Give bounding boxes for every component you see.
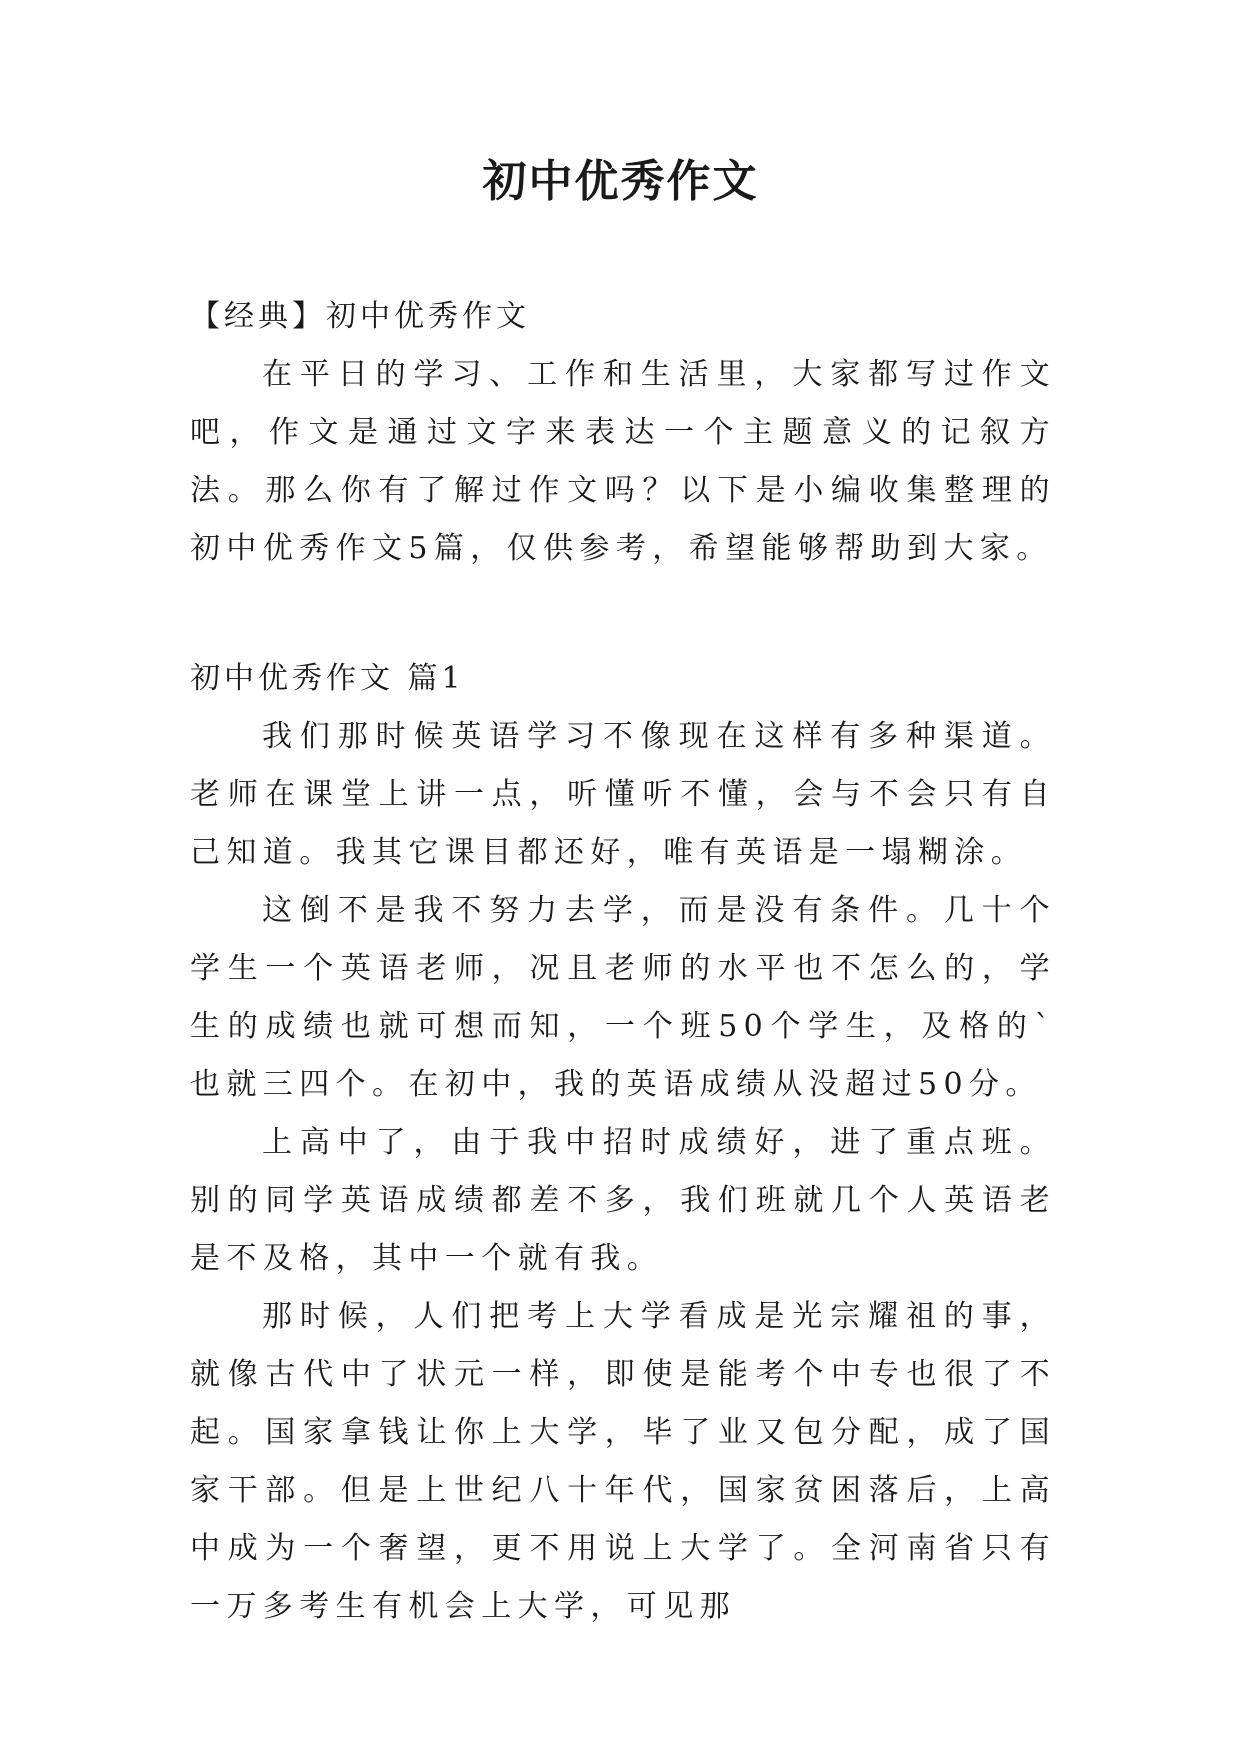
- body-paragraph-1: 我们那时候英语学习不像现在这样有多种渠道。老师在课堂上讲一点，听懂听不懂，会与不会只有自己知道。我其它课目都还好，唯有英语是一塌糊涂。: [190, 719, 1056, 870]
- body-paragraph-3: 上高中了，由于我中招时成绩好，进了重点班。别的同学英语成绩都差不多，我们班就几个人英语老是不及格，其中一个就有我。: [190, 1125, 1056, 1276]
- body-paragraph-2: 这倒不是我不努力去学，而是没有条件。几十个学生一个英语老师，况且老师的水平也不怎么的，学生的成绩也就可想而知，一个班50个学生，及格的`也就三四个。在初中，我的英语成绩从没超过50分。: [190, 893, 1056, 1102]
- intro-paragraph: 在平日的学习、工作和生活里，大家都写过作文吧，作文是通过文字来表达一个主题意义的记叙方法。那么你有了解过作文吗？以下是小编收集整理的初中优秀作文5篇，仅供参考，希望能够帮助到大家。: [190, 357, 1056, 566]
- document-body: [190, 288, 1056, 1636]
- document-subtitle: 【经典】初中优秀作文: [190, 299, 530, 334]
- body-paragraph-4: 那时候，人们把考上大学看成是光宗耀祖的事，就像古代中了状元一样，即使是能考个中专也很了不起。国家拿钱让你上大学，毕了业又包分配，成了国家干部。但是上世纪八十年代，国家贫困落后，上高中成为一个奢望，更不用说上大学了。全河南省只有一万多考生有机会上大学，可见那: [190, 1299, 1056, 1624]
- document-title: 初中优秀作文: [482, 156, 759, 207]
- section-heading: 初中优秀作文 篇1: [190, 661, 465, 696]
